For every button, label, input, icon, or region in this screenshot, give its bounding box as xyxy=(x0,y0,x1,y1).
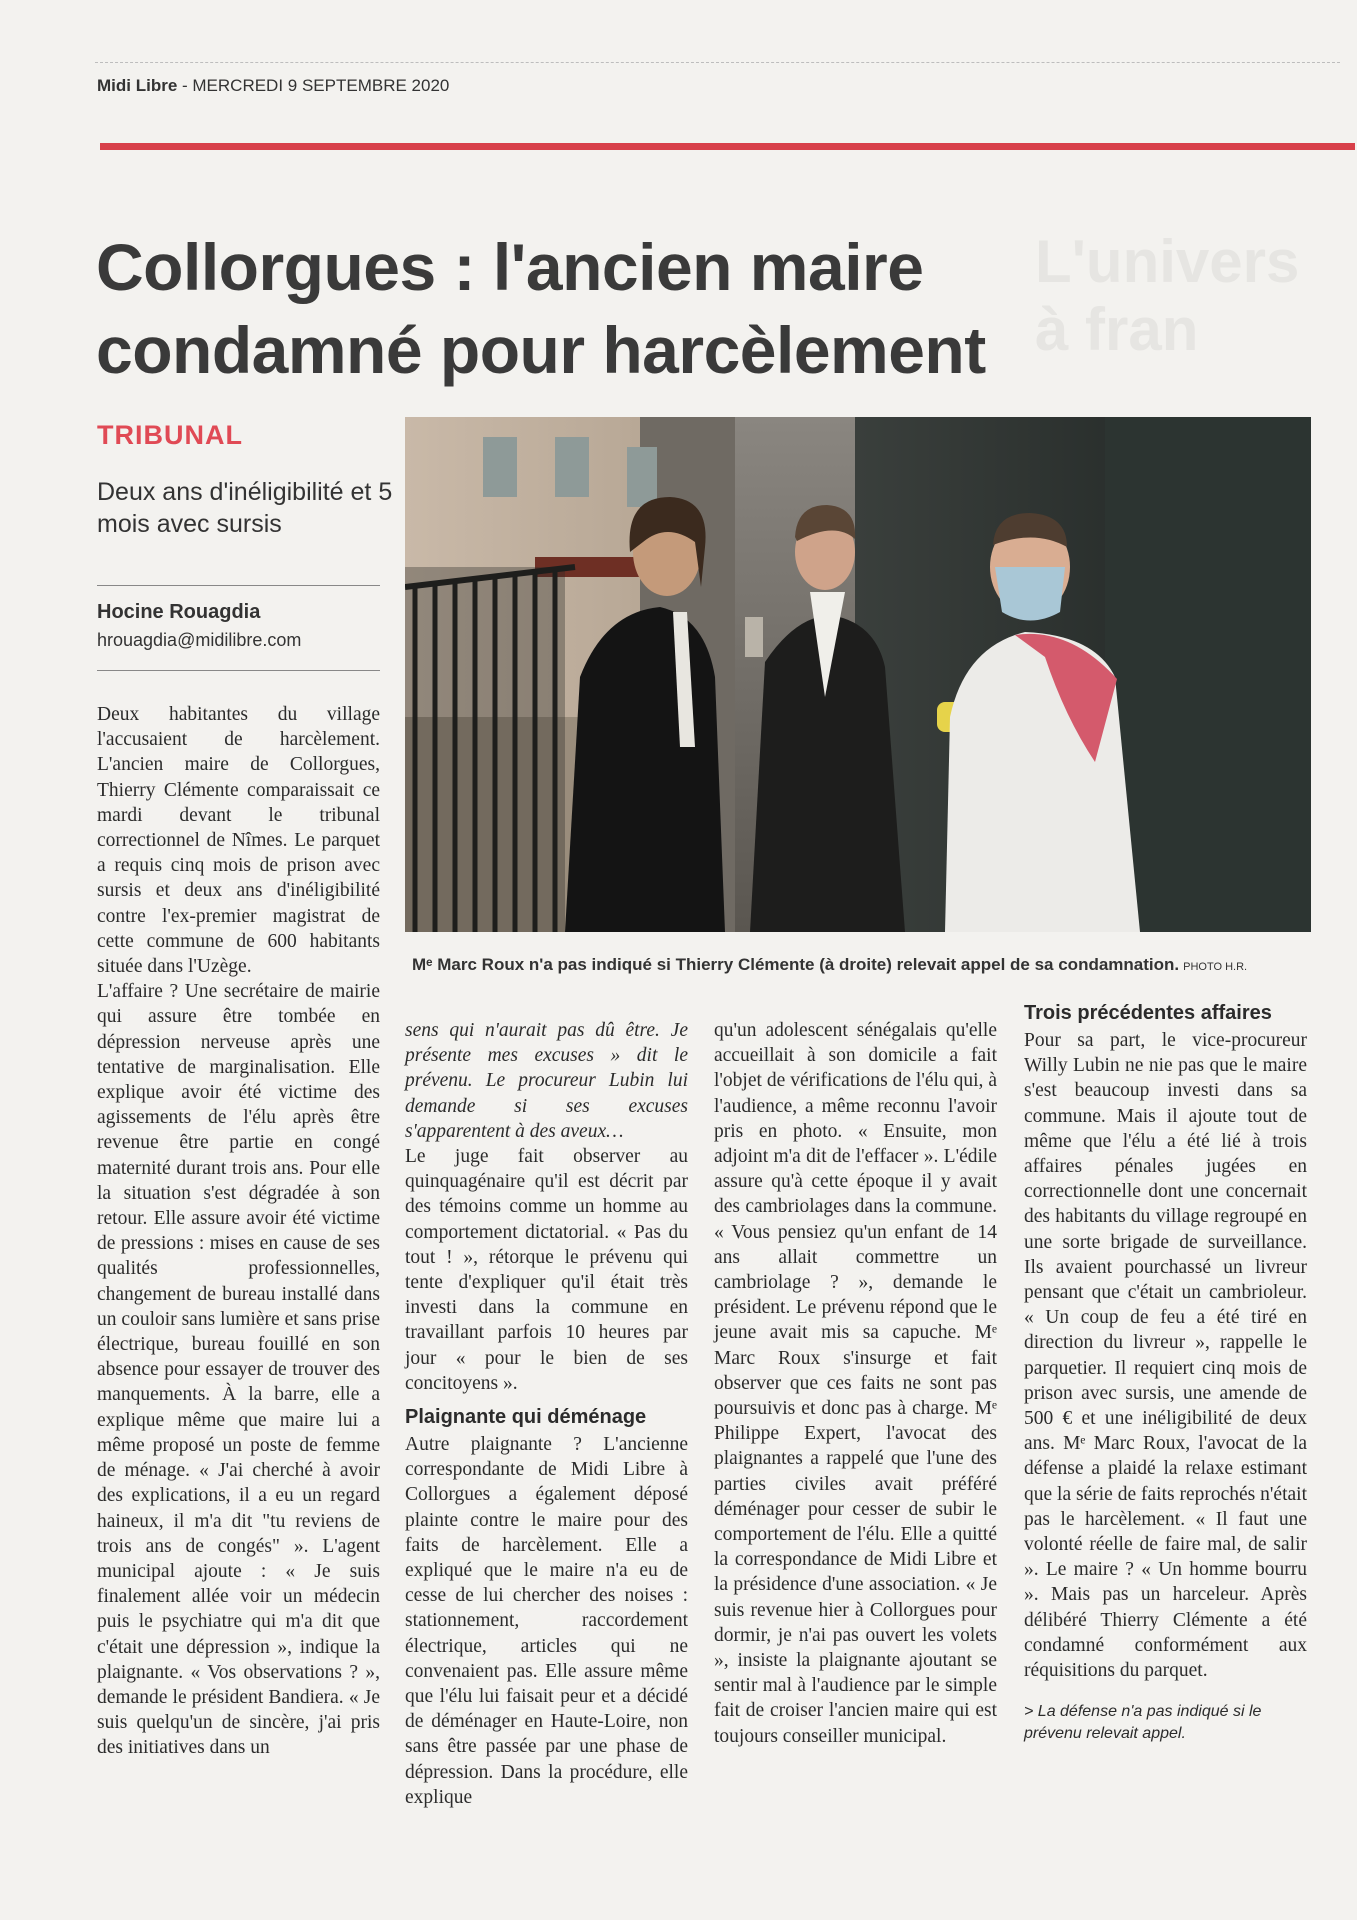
window xyxy=(483,437,517,497)
article-column-3 xyxy=(714,1018,997,1749)
section-rule xyxy=(100,143,1355,150)
body-paragraph: sens qui n'aurait pas dû être. Je présente mes excuses » dit le prévenu. Le procureur Lubin lui demande si ses excuses s'apparentent à des aveux… xyxy=(405,1020,688,1142)
masthead xyxy=(97,76,449,96)
photo-credit: PHOTO H.R. xyxy=(1183,961,1248,973)
section-kicker: TRIBUNAL xyxy=(97,420,243,450)
intercom-panel xyxy=(745,617,763,657)
caption-text: Mᵉ Marc Roux n'a pas indiqué si Thierry Clémente (à droite) relevait appel de sa condamnation. xyxy=(412,955,1180,974)
subheadline: Deux ans d'inéligibilité et 5 mois avec sursis xyxy=(97,478,393,538)
body-paragraph: Pour sa part, le vice-procureur Willy Lubin ne nie pas que le maire s'est beaucoup investi dans sa commune. Mais il ajoute tout de même que l'élu a été lié à trois affaires pénales jugées en correctionnelle dont une concernait des habitants du village regroupé en une sorte brigade de surveillance. Ils avaient pourchassé un livreur pensant que c'était un cambrioleur. « Un coup de feu a été tiré en direction du livreur », rappelle le parquetier. Il requiert cinq mois de prison avec sursis, une amende de 500 € et une inéligibilité de deux ans. Mᵉ Marc Roux, l'avocat de la défense a plaidé la relaxe estimant que la série de faits reprochés n'était pas le harcèlement. « Il faut une volonté réelle de faire mal, de salir ». Le maire ? « Un homme bourru ». Mais pas un harceleur. Après délibéré Thierry Clémente a été condamné conformément aux réquisitions du parquet. xyxy=(1024,1030,1307,1682)
body-paragraph: qu'un adolescent sénégalais qu'elle accueillait à son domicile a fait l'objet de vérifications de l'élu qui, à l'audience, a même reconnu l'avoir pris en photo. « Ensuite, mon adjoint m'a dit de l'effacer ». L'édile assure qu'à cette époque il y avait des cambriolages dans la commune. « Vous pensiez qu'un enfant de 14 ans allait commettre un cambriolage ? », demande le président. Le prévenu répond que le jeune avait mis sa capuche. Mᵉ Marc Roux s'insurge et fait observer que ces faits ne sont pas poursuivis et donc pas à charge. Mᵉ Philippe Expert, l'avocat des plaignantes a rappelé que l'une des parties civiles avait préféré déménager pour cesser de subir le comportement de l'élu. Elle a quitté la correspondance de Midi Libre et la présidence d'une association. « Je suis revenue hier à Collorgues pour dormir, je n'ai pas ouvert les volets », insiste la plaignante ajoutant se sentir mal à l'audience par le simple fait de croiser l'ancien maire qui est toujours conseiller municipal. xyxy=(714,1020,997,1747)
body-paragraph: Autre plaignante ? L'ancienne correspondante de Midi Libre à Collorgues a également déposé plainte contre le maire pour des faits de harcèlement. Elle a expliqué que le maire n'a eu de cesse de lui chercher des noises : stationnement, raccordement électrique, articles qui ne convenaient pas. Elle assure même que l'élu lui faisait peur et a décidé de déménager en Haute-Loire, non sans être passée par une phase de dépression. Dans la procédure, elle explique xyxy=(405,1434,688,1808)
courthouse-photo xyxy=(405,417,1311,932)
bleed-line-1: L'univers xyxy=(1035,228,1300,295)
author-email: hrouagdia@midilibre.com xyxy=(97,630,302,650)
face-mask xyxy=(995,567,1065,621)
byline-rule-bottom xyxy=(97,670,380,671)
bleed-line-2: à fran xyxy=(1035,296,1199,363)
byline-rule-top xyxy=(97,585,380,586)
article-column-4 xyxy=(1024,1000,1307,1745)
photo-caption xyxy=(412,955,1247,975)
subheading: Trois précédentes affaires xyxy=(1024,1002,1272,1024)
window xyxy=(555,437,589,497)
author-name: Hocine Rouagdia xyxy=(97,601,261,623)
masthead-separator: - xyxy=(177,76,193,95)
editor-note: > La défense n'a pas indiqué si le prévenu relevait appel. xyxy=(1024,1703,1262,1743)
crop-line xyxy=(95,62,1340,63)
door-glass xyxy=(1105,417,1311,932)
body-paragraph: Le juge fait observer au quinquagénaire qu'il est décrit par des témoins comme un homme au comportement dictatorial. « Pas du tout ! », rétorque le prévenu qui tente d'expliquer qu'il était très investi dans la commune en travaillant parfois 10 heures par jour « pour le bien de ses concitoyens ». xyxy=(405,1146,688,1394)
iron-fence xyxy=(405,567,575,932)
article-column-2 xyxy=(405,1018,688,1810)
body-paragraph: L'affaire ? Une secrétaire de mairie qui assure être tombée en dépression nerveuse après une tentative de marginalisation. Elle explique avoir été victime des agissements de l'élu après être revenue être partie en congé maternité durant trois ans. Pour elle la situation s'est dégradée à son retour. Elle assure avoir été victime de pressions : mises en cause de ses qualités professionnelles, changement de bureau installé dans un couloir sans lumière et sans prise électrique, bureau fouillé en son absence pour essayer de trouver des manquements. À la barre, elle a explique même que maire lui a même proposé un poste de femme de ménage. « J'ai cherché à avoir des explications, il a eu un regard haineux, il m'a dit "tu reviens de trois ans de congés" ». L'agent municipal ajoute : « Je suis finalement allée voir un médecin puis le psychiatre qui m'a dit que c'était une dépression », indique la plaignante. « Vos observations ? », demande le président Bandiera. « Je suis quelqu'un de sincère, j'ai pris des initiatives dans un xyxy=(97,981,380,1759)
window xyxy=(627,447,657,507)
paper-name: Midi Libre xyxy=(97,76,178,95)
issue-date: MERCREDI 9 SEPTEMBRE 2020 xyxy=(192,76,450,95)
lead-paragraph: Deux habitantes du village l'accusaient de harcèlement. L'ancien maire de Collorgues, Thierry Clémente comparaissait ce mardi devant le tribunal correctionnel de Nîmes. Le parquet a requis cinq mois de prison avec sursis et deux ans d'inéligibilité contre l'ex-premier magistrat de cette commune de 600 habitants située dans l'Uzège. xyxy=(97,704,380,978)
subheading: Plaignante qui déménage xyxy=(405,1406,647,1429)
headline: Collorgues : l'ancien maire condamné pour harcèlement xyxy=(96,230,986,387)
article-column-1 xyxy=(97,702,380,1761)
